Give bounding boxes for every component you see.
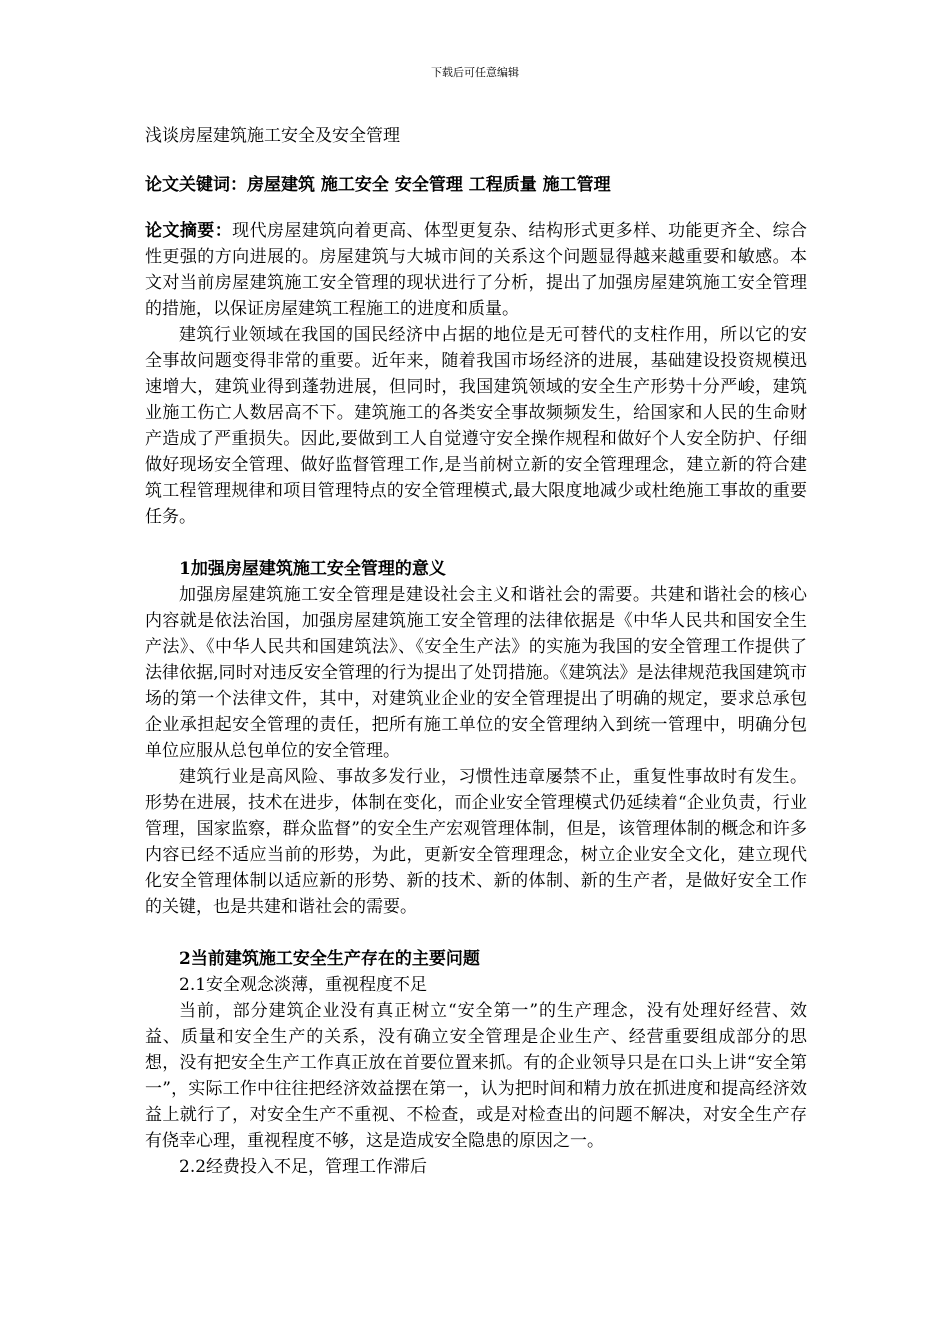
section1-heading: 1加强房屋建筑施工安全管理的意义 — [179, 559, 446, 579]
intro-paragraph: 建筑行业领域在我国的国民经济中占据的地位是无可替代的支柱作用，所以它的安全事故问题变得非常的重要。近年来，随着我国市场经济的进展，基础建设投资规模迅速增大，建筑业得到蓬勃进展，但同时，我国建筑领域的安全生产形势十分严峻，建筑业施工伤亡人数居高不下。建筑施工的各类安全事故频频发生，给国家和人民的生命财产造成了严重损失。因此,要做到工人自觉遵守安全操作规程和做好个人安全防护、仔细做好现场安全管理、做好监督管理工作,是当前树立新的安全管理理念，建立新的符合建筑工程管理规律和项目管理特点的安全管理模式,最大限度地减少或杜绝施工事故的重要任务。 — [145, 325, 807, 527]
abstract-text: 现代房屋建筑向着更高、体型更复杂、结构形式更多样、功能更齐全、综合性更强的方向进展的。房屋建筑与大城市间的关系这个问题显得越来越重要和敏感。本文对当前房屋建筑施工安全管理的现状进行了分析，提出了加强房屋建筑施工安全管理的措施，以保证房屋建筑工程施工的进度和质量。 — [145, 221, 808, 319]
header-note: 下载后可任意编辑 — [431, 66, 519, 79]
section1-paragraph-2: 建筑行业是高风险、事故多发行业，习惯性违章屡禁不止，重复性事故时有发生。形势在进展，技术在进步，体制在变化，而企业安全管理模式仍延续着“企业负责，行业管理，国家监察，群众监督”的安全生产宏观管理体制，但是，该管理体制的概念和许多内容已经不适应当前的形势，为此，更新安全管理理念，树立企业安全文化，建立现代化安全管理体制以适应新的形势、新的技术、新的体制、新的生产者，是做好安全工作的关键，也是共建和谐社会的需要。 — [145, 767, 807, 917]
section2-heading: 2当前建筑施工安全生产存在的主要问题 — [179, 949, 480, 969]
section1-paragraph-1: 加强房屋建筑施工安全管理是建设社会主义和谐社会的需要。共建和谐社会的核心内容就是依法治国，加强房屋建筑施工安全管理的法律依据是《中华人民共和国安全生产法》、《中华人民共和国建筑法》、《安全生产法》的实施为我国的安全管理工作提供了法律依据,同时对违反安全管理的行为提出了处罚措施。《建筑法》是法律规范我国建筑市场的第一个法律文件，其中，对建筑业企业的安全管理提出了明确的规定，要求总承包企业承担起安全管理的责任，把所有施工单位的安全管理纳入到统一管理中，明确分包单位应服从总包单位的安全管理。 — [145, 585, 807, 761]
document-title: 浅谈房屋建筑施工安全及安全管理 — [145, 126, 400, 146]
keywords-line: 论文关键词：房屋建筑 施工安全 安全管理 工程质量 施工管理 — [145, 175, 611, 195]
document-body — [145, 123, 807, 1180]
abstract-paragraph — [145, 218, 807, 322]
section2-subheading-2: 2.2经费投入不足，管理工作滞后 — [179, 1157, 428, 1177]
section2-paragraph-1: 当前，部分建筑企业没有真正树立“安全第一”的生产理念，没有处理好经营、效益、质量和安全生产的关系，没有确立安全管理是企业生产、经营重要组成部分的思想，没有把安全生产工作真正放在首要位置来抓。有的企业领导只是在口头上讲“安全第一”，实际工作中往往把经济效益摆在第一，认为把时间和精力放在抓进度和提高经济效益上就行了，对安全生产不重视、不检查，或是对检查出的问题不解决，对安全生产存有侥幸心理，重视程度不够，这是造成安全隐患的原因之一。 — [145, 1001, 807, 1151]
abstract-label: 论文摘要： — [145, 221, 233, 241]
section2-subheading-1: 2.1安全观念淡薄，重视程度不足 — [179, 975, 428, 995]
